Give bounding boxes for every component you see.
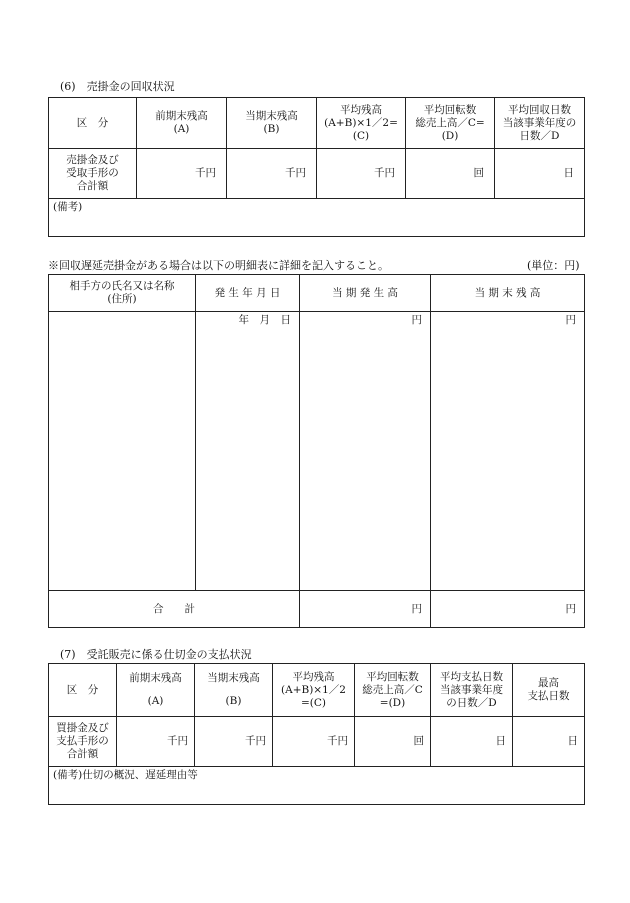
date-input[interactable] [196, 312, 300, 591]
prev-balance-label-7: 前期末残高 [129, 672, 182, 684]
avg-turnover-line3: (D) [441, 129, 459, 142]
prev-balance-sub-7: (A) [147, 695, 164, 707]
total-occurred-input[interactable]: 円 [300, 591, 431, 628]
curr-balance-label: 当期末残高 [245, 110, 298, 122]
avg-pay-days-line2: 当該事業年度 [440, 683, 503, 696]
avg-balance-line3: (C) [352, 129, 370, 142]
section7-title: (7) 受託販売に係る仕切金の支払状況 [60, 648, 252, 661]
avg-days-line1: 平均回収日数 [508, 103, 571, 116]
receivables-row-label [49, 149, 137, 199]
receivables-label-line1: 売掛金及び [66, 154, 119, 166]
avg-turnover-line2-7: 総売上高／C [362, 683, 423, 696]
avg-turnover-line2: 総売上高／C= [415, 116, 485, 129]
section7-table [48, 663, 585, 805]
avg-payment-days-header [431, 664, 513, 717]
total-label: 合 計 [49, 591, 300, 628]
avg-balance-line1: 平均残高 [340, 103, 382, 116]
curr-balance-input[interactable]: 千円 [227, 149, 317, 199]
balance-header: 当 期 末 残 高 [431, 275, 585, 312]
payables-label-line3: 合計額 [66, 748, 99, 760]
section7-note[interactable]: (備考)仕切の概況、遅延理由等 [49, 767, 585, 805]
max-payment-days-header [513, 664, 585, 717]
delay-unit: (単位：円) [527, 259, 580, 272]
max-days-line1: 最高 [538, 677, 559, 689]
avg-balance-line2: (A+B)×1／2= [324, 116, 398, 129]
occurred-header: 当 期 発 生 高 [300, 275, 431, 312]
avg-pay-days-input[interactable]: 日 [431, 717, 513, 767]
curr-balance-label-7: 当期末残高 [207, 672, 260, 684]
occurred-input[interactable] [300, 312, 431, 591]
avg-balance-input-7[interactable]: 千円 [273, 717, 355, 767]
receivables-label-line2: 受取手形の [66, 167, 119, 179]
payables-row-label [49, 717, 117, 767]
avg-turnover-line1: 平均回転数 [423, 103, 477, 116]
curr-balance-header [227, 98, 317, 149]
partner-header [49, 275, 196, 312]
avg-balance-header-7 [273, 664, 355, 717]
prev-balance-sub: (A) [173, 123, 190, 135]
curr-balance-header-7 [195, 664, 273, 717]
partner-input[interactable] [49, 312, 196, 591]
avg-collection-days-header [495, 98, 585, 149]
kubun-header-7: 区 分 [49, 664, 117, 717]
date-unit: 年 月 日 [238, 314, 291, 326]
avg-turnover-line1-7: 平均回転数 [366, 670, 419, 683]
prev-balance-header [137, 98, 227, 149]
avg-turnover-input[interactable]: 回 [406, 149, 495, 199]
avg-balance-line1-7: 平均残高 [292, 670, 335, 683]
avg-balance-line3-7: =(C) [300, 696, 327, 709]
avg-days-line2: 当該事業年度の [502, 116, 577, 129]
balance-unit: 円 [565, 314, 576, 326]
avg-turnover-input-7[interactable]: 回 [355, 717, 431, 767]
curr-balance-sub: (B) [263, 123, 280, 135]
delay-detail-table [48, 274, 585, 628]
max-days-line2: 支払日数 [527, 690, 570, 702]
prev-balance-header-7 [117, 664, 195, 717]
delay-instruction: ※回収遅延売掛金がある場合は以下の明細表に詳細を記入すること。 [48, 259, 389, 272]
partner-header-line2: (住所) [107, 293, 137, 305]
section6-title: (6) 売掛金の回収状況 [60, 80, 175, 93]
avg-turnover-line3-7: =(D) [379, 696, 406, 709]
curr-balance-input-7[interactable]: 千円 [195, 717, 273, 767]
kubun-header: 区 分 [49, 98, 137, 149]
payables-label-line2: 支払手形の [56, 735, 109, 747]
curr-balance-sub-7: (B) [225, 695, 242, 707]
total-balance-input[interactable]: 円 [431, 591, 585, 628]
avg-days-input[interactable]: 日 [495, 149, 585, 199]
receivables-label-line3: 合計額 [76, 180, 109, 192]
prev-balance-input[interactable]: 千円 [137, 149, 227, 199]
prev-balance-label: 前期末残高 [155, 110, 208, 122]
section6-table [48, 97, 585, 237]
avg-pay-days-line3: の日数／D [446, 696, 497, 709]
max-days-input[interactable]: 日 [513, 717, 585, 767]
avg-days-line3: 日数／D [519, 129, 560, 142]
occurred-unit: 円 [411, 314, 422, 326]
prev-balance-input-7[interactable]: 千円 [117, 717, 195, 767]
avg-balance-header [317, 98, 406, 149]
avg-balance-line2-7: (A+B)×1／2 [281, 683, 346, 696]
balance-input[interactable] [431, 312, 585, 591]
section6-note[interactable]: (備考) [49, 199, 585, 237]
partner-header-line1: 相手方の氏名又は名称 [69, 280, 175, 292]
avg-turnover-header-7 [355, 664, 431, 717]
avg-turnover-header [406, 98, 495, 149]
avg-balance-input[interactable]: 千円 [317, 149, 406, 199]
payables-label-line1: 買掛金及び [56, 722, 109, 734]
date-header: 発 生 年 月 日 [196, 275, 300, 312]
avg-pay-days-line1: 平均支払日数 [440, 670, 503, 683]
